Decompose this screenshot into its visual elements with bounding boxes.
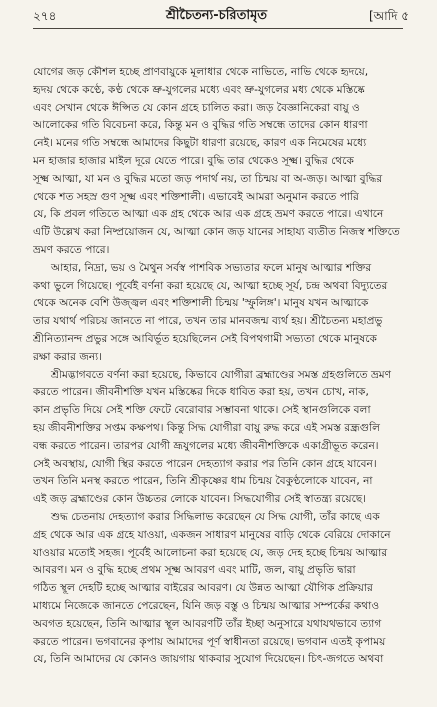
text-line: থেকে শত সহস্র গুণ সূক্ষ্ম এবং শক্তিশালী। এভাবেই আমরা অনুমান করতে পারি xyxy=(33,190,359,203)
header-rule xyxy=(33,28,403,29)
text-line: করতে পারেন। জীবনীশক্তি যখন মস্তিষ্কের দিকে ধাবিত করা হয়, তখন চোখ, নাক, xyxy=(33,386,369,399)
section-label: [আদি ৫ xyxy=(369,9,410,23)
text-line: আহার, নিদ্রা, ভয় ও মৈথুন সর্বস্ব পাশবিক সভ্যতার ফলে মানুষ আত্মার শক্তির xyxy=(51,261,372,274)
paragraph xyxy=(33,260,405,367)
paragraph xyxy=(33,509,405,669)
text-line: করতে পারেন। ভগবানের কৃপায় আমাদের পূর্ণ স্বাধীনতা রয়েছে। ভগবান এতই কৃপাময় xyxy=(33,635,386,648)
text-line: নেই। মনের গতি সম্বন্ধে আমাদের কিছুটা ধারণা রয়েছে, কারণ এক নিমেষের মধ্যে xyxy=(33,137,367,150)
page-body xyxy=(33,64,405,669)
text-line: যাওয়ার মতোই সহজ। পূর্বেই আলোচনা করা হয়েছে যে, জড় দেহ হচ্ছে চিন্ময় আত্মার xyxy=(33,546,388,559)
text-line: এটি উল্লেখ করা নিষ্প্রয়োজন যে, আত্মা কোন জড় যানের সাহায্য ব্যতীত নিজস্ব শক্তিতে xyxy=(33,226,400,239)
text-line: যোগের জড় কৌশল হচ্ছে প্রাণবায়ুকে মূলাধার থেকে নাভিতে, নাভি থেকে হৃদয়ে, xyxy=(33,66,369,78)
text-line: আবরণ। মন ও বুদ্ধি হচ্ছে প্রথম সূক্ষ্ম আবরণ এবং মাটি, জল, বায়ু প্রভৃতি দ্বারা xyxy=(33,564,356,577)
paragraph xyxy=(33,64,405,260)
text-line: থেকে অনেক বেশি উজ্জ্বল এবং শক্তিশালী চিন্ময় 'স্ফুলিঙ্গ'। মানুষ যখন আত্মাকে xyxy=(33,297,369,310)
text-line: হয় জীবনীশক্তির সপ্তম কক্ষপথ। কিন্তু সিদ্ধ যোগীরা বায়ু রুদ্ধ করে এই সমস্ত রন্ধ্রগুলি xyxy=(33,421,381,434)
text-line: গ্রহ থেকে আর এক গ্রহে যাওয়া, একজন সাধারণ মানুষের বাড়ি থেকে বেরিয়ে দোকানে xyxy=(33,528,391,541)
text-line: ভ্রমণ করতে পারে। xyxy=(33,243,110,256)
text-line: এবং সেখান থেকে ঈপ্সিত যে কোন গ্রহে চালিত করা। জড় বৈজ্ঞানিকেরা বায়ু ও xyxy=(33,101,360,114)
text-line: আলোকের গতি বিবেচনা করে, কিন্তু মন ও বুদ্ধির গতি সম্বন্ধে তাদের কোন ধারণা xyxy=(33,119,368,132)
text-line: সেই অবস্থায়, যোগী স্থির করতে পারেন দেহত্যাগ করার পর তিনি কোন গ্রহে যাবেন। xyxy=(33,457,377,470)
text-line: তখন তিনি মনস্থ করতে পারেন, তিনি শ্রীকৃষ্ণের ধাম চিন্ময় বৈকুণ্ঠলোকে যাবেন, না xyxy=(33,475,373,488)
page-number: ২৭৪ xyxy=(33,9,57,23)
text-line: অবগত হয়েছেন, তিনি আত্মার স্থূল আবরণটি তাঁর ইচ্ছা অনুসারে যথাযথভাবে ত্যাগ xyxy=(33,617,382,630)
text-line: মাধ্যমে নিজেকে জানতে পেরেছেন, যিনি জড় বস্তু ও চিন্ময় আত্মার সম্পর্কের কথাও xyxy=(33,599,380,612)
text-line: যে, কি প্রবল গতিতে আত্মা এক গ্রহ থেকে আর এক গ্রহে ভ্রমণ করতে পারে। এখানে xyxy=(33,208,384,221)
text-line: বন্ধ করতে পারেন। তারপর যোগী ভ্রূযুগলের মধ্যে জীবনীশক্তিকে একাগ্রীভূত করেন। xyxy=(33,439,379,452)
text-line: হৃদয় থেকে কণ্ঠে, কণ্ঠ থেকে ভ্রু-যুগলের মধ্যে এবং ভ্রু-যুগলের মধ্য থেকে মস্তিষ্কে xyxy=(33,83,365,96)
text-line: শুদ্ধ চেতনায় দেহত্যাগ করার সিদ্ধিলাভ করেছেন যে সিদ্ধ যোগী, তাঁর কাছে এক xyxy=(51,510,380,523)
text-line: এই জড় ব্রহ্মাণ্ডের কোন উচ্চতর লোকে যাবেন। সিদ্ধযোগীর সেই স্বাতন্ত্র্য রয়েছে। xyxy=(33,493,367,506)
paragraph xyxy=(33,367,405,509)
text-line: রক্ষা করার জন্য। xyxy=(33,350,103,363)
text-line: গঠিত স্থূল দেহটি হচ্ছে আত্মার বাইরের আবরণ। যে উন্নত আত্মা যৌগিক প্রক্রিয়ার xyxy=(33,582,373,595)
text-line: মন হাজার হাজার মাইল দূরে যেতে পারে। বুদ্ধি তার থেকেও সূক্ষ্ম। বুদ্ধির থেকে xyxy=(33,154,354,167)
text-line: কান প্রভৃতি দিয়ে সেই শক্তি ফেটে বেরোবার সম্ভাবনা থাকে। সেই স্থানগুলিকে বলা xyxy=(33,404,371,417)
text-line: শ্রীমদ্ভাগবতে বর্ণনা করা হয়েছে, কিভাবে যোগীরা ব্রহ্মাণ্ডের সমস্ত গ্রহগুলিতে ভ্রমণ xyxy=(51,368,392,381)
text-line: শ্রীনিত্যানন্দ প্রভুর সঙ্গে আবির্ভূত হয়েছিলেন সেই বিপথগামী সভ্যতা থেকে মানুষকে xyxy=(33,332,377,345)
text-line: যে, তিনি আমাদের যে কোনও জায়গায় থাকবার সুযোগ দিয়েছেন। চিৎ-জগতে অথবা xyxy=(33,653,384,666)
text-line: তার যথার্থ পরিচয় জানতে না পারে, তখন তার মানবজন্ম ব্যর্থ হয়। শ্রীচৈতন্য মহাপ্রভু xyxy=(33,315,383,328)
text-line: সূক্ষ্ম আত্মা, যা মন ও বুদ্ধির মতো জড় পদার্থ নয়, তা চিন্ময় বা অ-জড়। আত্মা বুদ্ধির xyxy=(33,172,383,185)
text-line: কথা ভুলে গিয়েছে। পূর্বেই বর্ণনা করা হয়েছে যে, আত্মা হচ্ছে সূর্য, চন্দ্র অথবা বিদ্যুতের xyxy=(33,279,388,292)
running-title: শ্রীচৈতন্য-চরিতামৃত xyxy=(166,8,268,23)
